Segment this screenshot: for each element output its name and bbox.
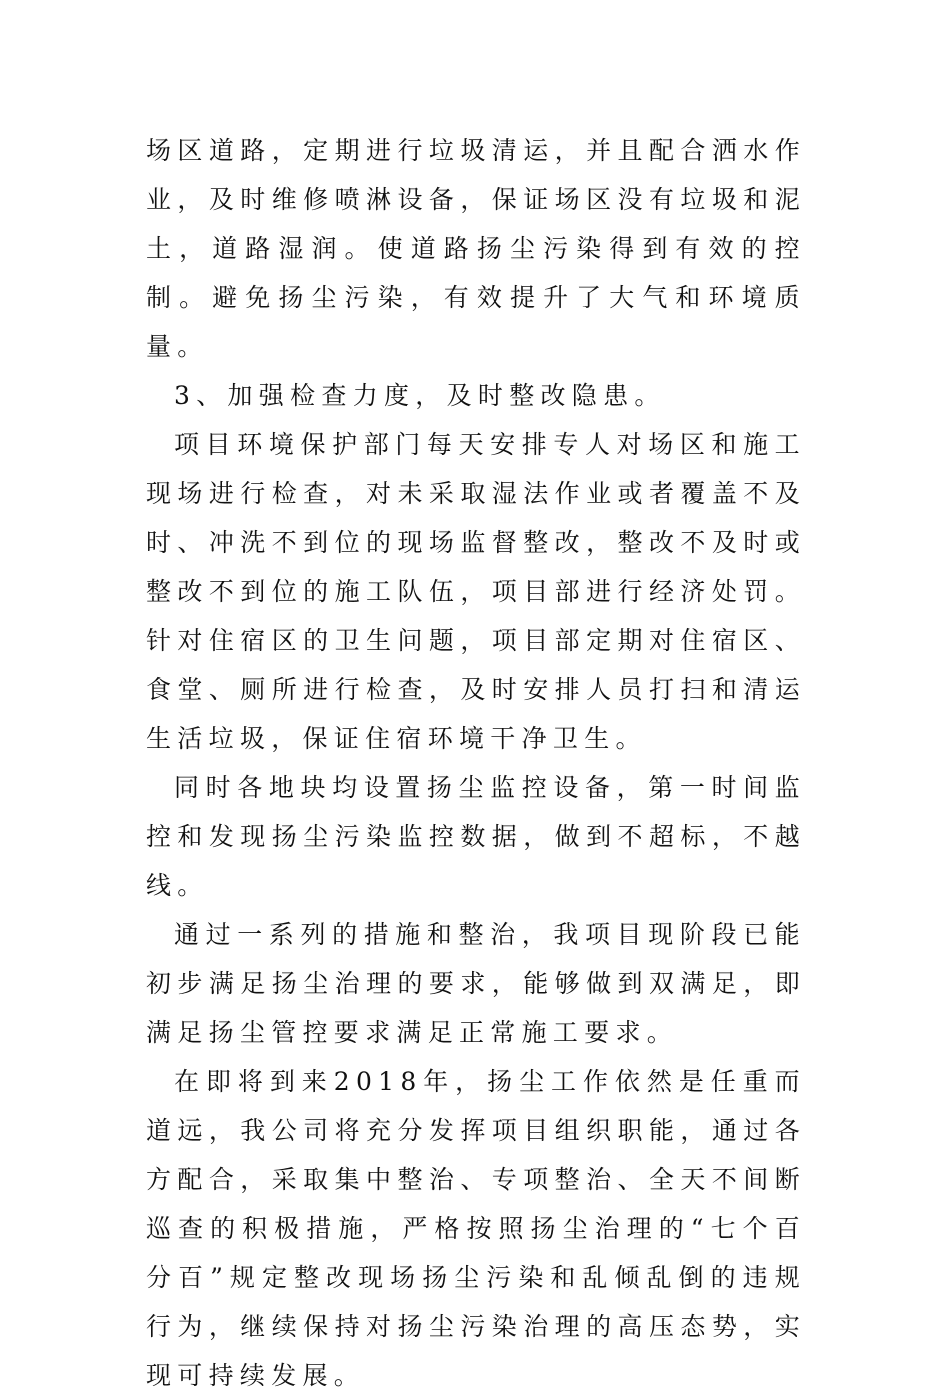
paragraph-inspection-heading: 3、加强检查力度，及时整改隐患。 [174, 381, 666, 410]
paragraph-outlook-2018: 在即将到来2018年，扬尘工作依然是任重而道远，我公司将充分发挥项目组织职能，通过各方配合，采取集中整治、专项整治、全天不间断巡查的积极措施，严格按照扬尘治理的“七个百分百”规定整改现场扬尘污染和乱倾乱倒的违规行为，继续保持对扬尘污染治理的高压态势，实现可持续发展。 [146, 1067, 806, 1390]
paragraph-measures-result: 通过一系列的措施和整治，我项目现阶段已能初步满足扬尘治理的要求，能够做到双满足，即满足扬尘管控要求满足正常施工要求。 [146, 920, 806, 1047]
paragraph-monitoring: 同时各地块均设置扬尘监控设备，第一时间监控和发现扬尘污染监控数据，做到不超标，不越线。 [146, 773, 806, 900]
paragraph-road-cleaning: 场区道路，定期进行垃圾清运，并且配合洒水作业，及时维修喷淋设备，保证场区没有垃圾和泥土，道路湿润。使道路扬尘污染得到有效的控制。避免扬尘污染，有效提升了大气和环境质量。 [146, 136, 806, 361]
paragraph-inspection-details: 项目环境保护部门每天安排专人对场区和施工现场进行检查，对未采取湿法作业或者覆盖不及时、冲洗不到位的现场监督整改，整改不及时或整改不到位的施工队伍，项目部进行经济处罚。针对住宿区的卫生问题，项目部定期对住宿区、食堂、厕所进行检查，及时安排人员打扫和清运生活垃圾，保证住宿环境干净卫生。 [146, 430, 806, 753]
document-body [146, 126, 806, 1400]
